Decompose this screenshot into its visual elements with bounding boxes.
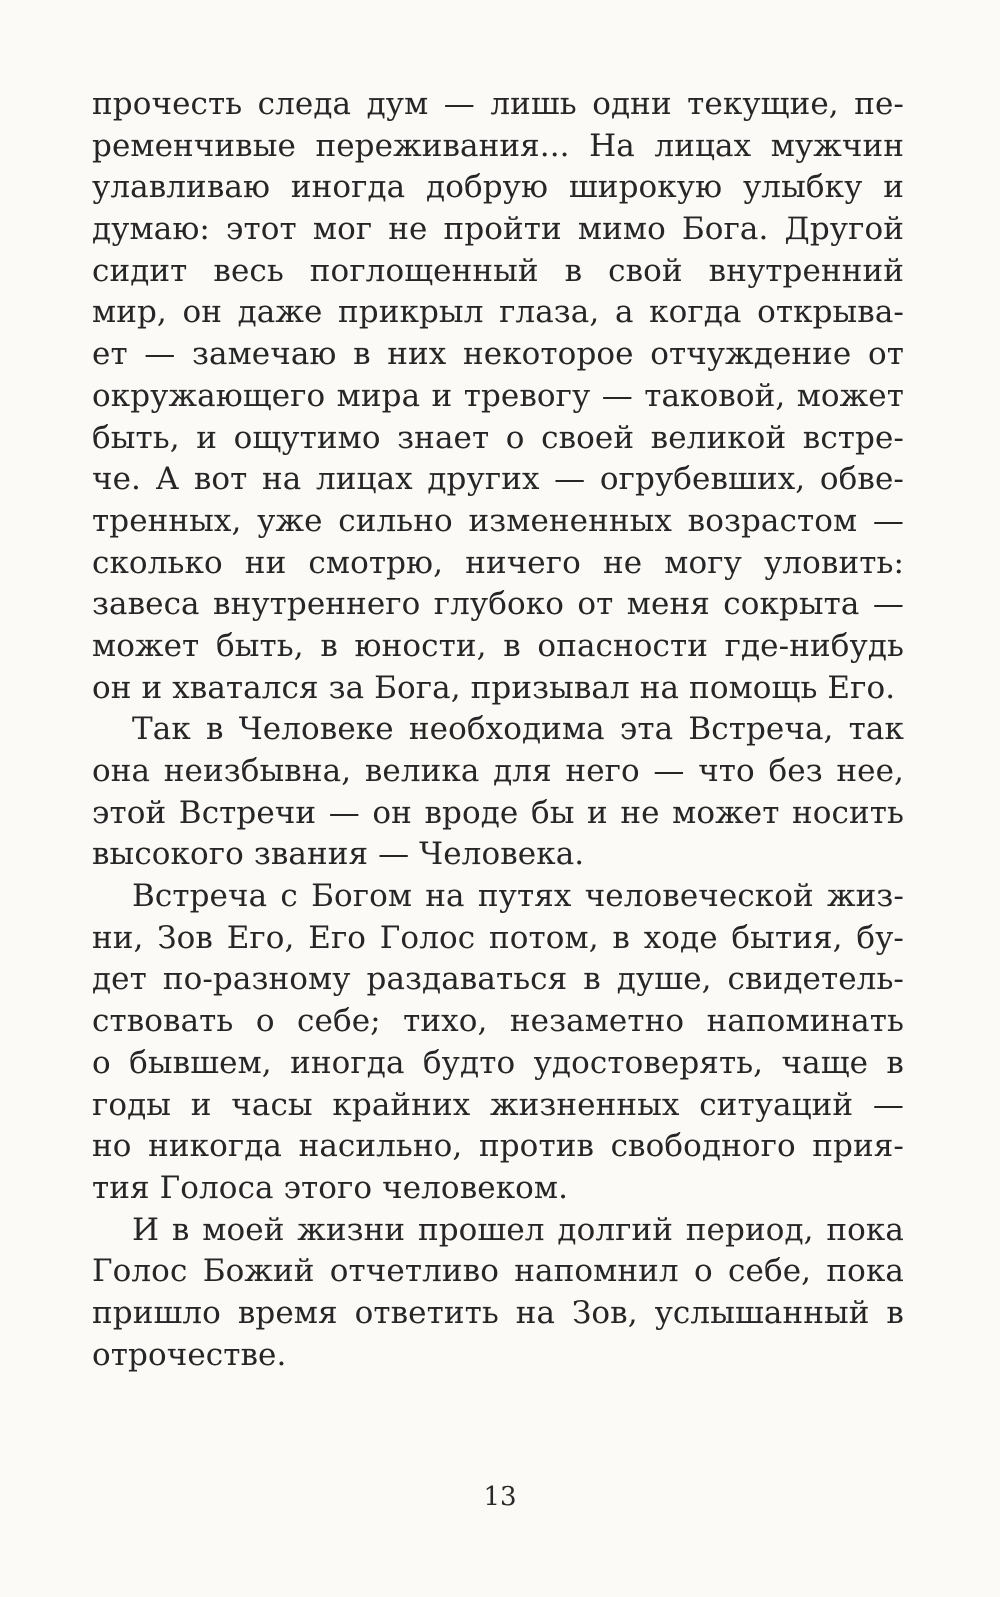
text-line: отрочестве. xyxy=(92,1336,287,1373)
text-line: дет по-разному раздаваться в душе, свидетель- xyxy=(92,961,904,998)
text-line: может быть, в юности, в опасности где-нибудь xyxy=(92,627,904,664)
text-line: он и хватался за Бога, призывал на помощь Его. xyxy=(92,669,896,706)
text-line: о бывшем, иногда будто удостоверять, чаще в xyxy=(92,1044,904,1081)
text-line: высокого звания — Человека. xyxy=(92,836,585,873)
text-line: она неизбывна, велика для него — что без нее, xyxy=(92,753,904,789)
text-line: пришло время ответить на Зов, услышанный в xyxy=(92,1294,904,1331)
text-line: тренных, уже сильно измененных возрастом — xyxy=(92,502,904,539)
body-text xyxy=(92,84,904,1376)
text-line: окружающего мира и тревогу — таковой, может xyxy=(92,377,904,414)
text-line: Встреча с Богом на путях человеческой жиз- xyxy=(132,878,904,915)
page-number: 13 xyxy=(483,1482,517,1512)
text-line: ременчивые переживания... На лицах мужчин xyxy=(92,127,904,164)
text-line: Так в Человеке необходима эта Встреча, так xyxy=(132,711,904,748)
text-line: думаю: этот мог не пройти мимо Бога. Другой xyxy=(92,211,904,248)
text-line: сидит весь поглощенный в свой внутренний xyxy=(92,252,904,289)
text-line: улавливаю иногда добрую широкую улыбку и xyxy=(92,169,904,206)
text-line: тия Голоса этого человеком. xyxy=(92,1169,569,1206)
text-line: завеса внутреннего глубоко от меня сокрыта — xyxy=(92,586,904,623)
text-line: мир, он даже прикрыл глаза, а когда открыва- xyxy=(92,294,904,331)
text-line: ет — замечаю в них некоторое отчуждение от xyxy=(92,336,904,373)
text-line: ни, Зов Его, Его Голос потом, в ходе бытия, бу- xyxy=(92,919,904,956)
text-line: этой Встречи — он вроде бы и не может носить xyxy=(92,794,904,831)
text-line: че. А вот на лицах других — огрубевших, обве- xyxy=(92,461,904,498)
text-line: быть, и ощутимо знает о своей великой встре- xyxy=(92,419,904,456)
text-line: но никогда насильно, против свободного прия- xyxy=(92,1128,904,1165)
text-line: Голос Божий отчетливо напомнил о себе, пока xyxy=(92,1253,904,1290)
text-line: И в моей жизни прошел долгий период, пока xyxy=(132,1211,904,1248)
text-line: годы и часы крайних жизненных ситуаций — xyxy=(92,1086,904,1123)
text-line: сколько ни смотрю, ничего не могу уловить: xyxy=(92,544,904,581)
text-line: ствовать о себе; тихо, незаметно напоминать xyxy=(92,1003,904,1040)
text-line: прочесть следа дум — лишь одни текущие, пе- xyxy=(92,86,904,122)
